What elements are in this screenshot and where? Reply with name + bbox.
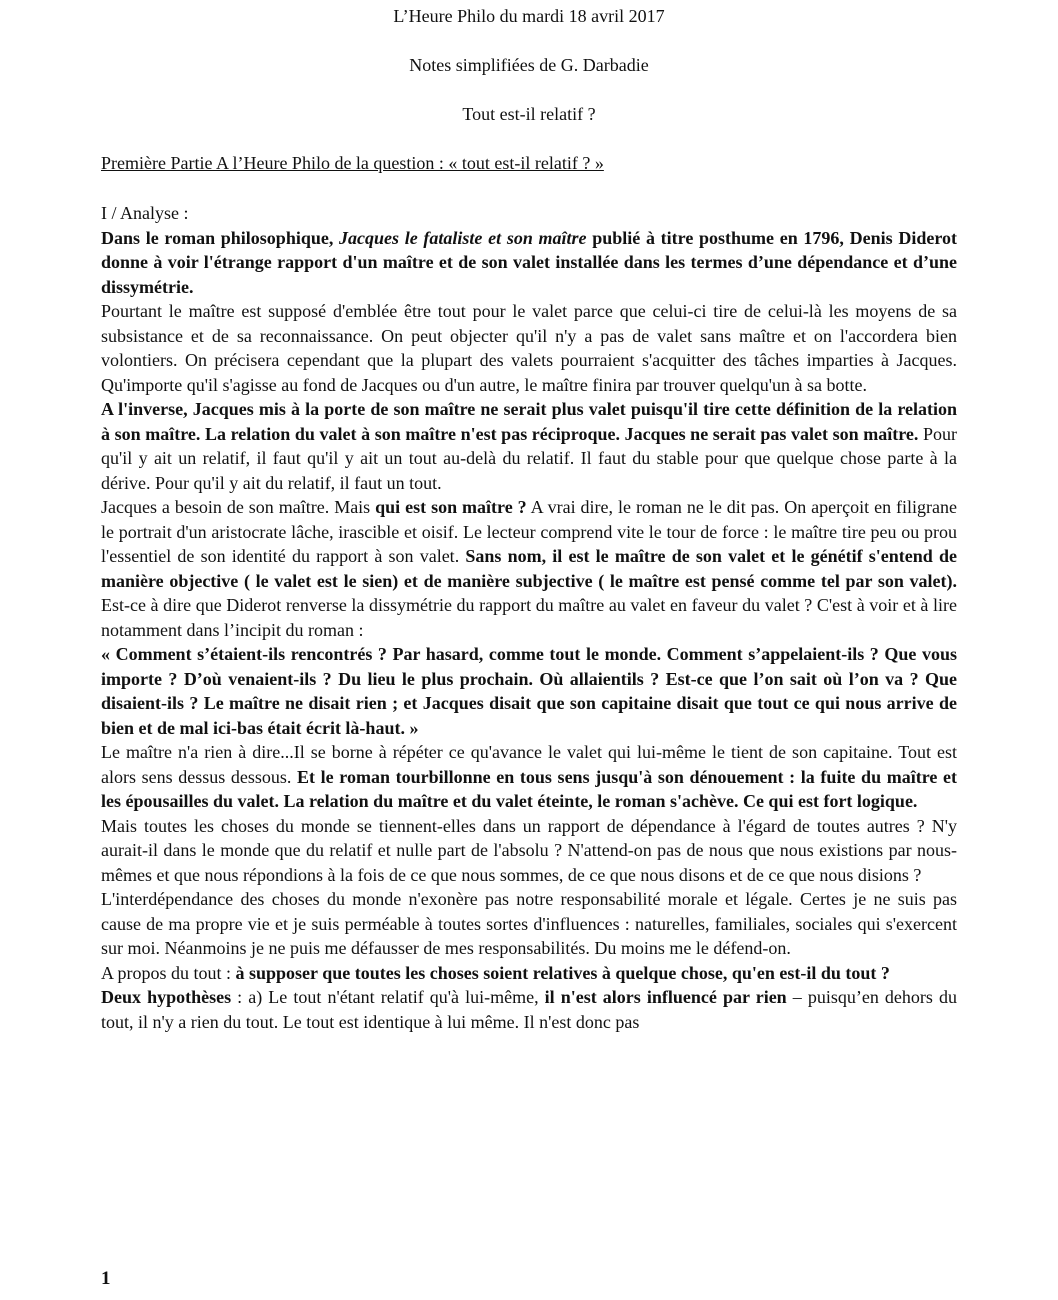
- paragraph-10-bold: il n'est alors influencé par rien: [544, 987, 787, 1007]
- paragraph-9: [101, 961, 957, 986]
- paragraph-1-bold: Dans le roman philosophique,: [101, 227, 340, 248]
- paragraph-10-part-2: : a) Le tout n'étant relatif qu'à lui-même,: [231, 987, 545, 1007]
- paragraph-3: [101, 397, 957, 495]
- header-date-line: L’Heure Philo du mardi 18 avril 2017: [393, 6, 665, 26]
- paragraph-10: [101, 985, 957, 1034]
- paragraph-1: [101, 226, 957, 300]
- hypotheses-label: Deux hypothèses: [101, 987, 232, 1007]
- paragraph-9-bold: à supposer que toutes les choses soient relatives à quelque chose, qu'en est-il du tout ?: [235, 962, 890, 983]
- book-title: Jacques le fataliste et son maître: [339, 227, 587, 248]
- header-author-line: Notes simplifiées de G. Darbadie: [409, 55, 649, 75]
- paragraph-2: Pourtant le maître est supposé d'emblée être tout pour le valet parce que celui-ci tire de celui-là les moyens de sa subsistance et de sa reconnaissance. On peut objecter qu'il n'y a pas de valet sans maître et on l'accordera bien volontiers. On précisera cependant que la plupart des valets pourraient s'acquitter des tâches imparties à Jacques. Qu'importe qu'il s'agisse au fond de Jacques ou d'un autre, le maître finira par trouver quelqu'un à sa botte.: [101, 301, 957, 395]
- paragraph-6-bold: Et le roman tourbillonne en tous sens jusqu'à son dénouement : la fuite du maître et les épousailles du valet. La relation du maître et du valet éteinte, le roman s'achève. Ce qui est fort logique.: [101, 766, 957, 811]
- paragraph-4-question: qui est son maître ?: [375, 497, 527, 517]
- document-body: [101, 201, 957, 1034]
- paragraph-1-bold-rest: publié à titre posthume en 1796, Denis Diderot donne à voir l'étrange rapport d'un maître et de son valet installée dans les termes d’une dépendance et d’une dissymétrie.: [101, 227, 958, 297]
- paragraph-9-normal: A propos du tout :: [101, 962, 236, 983]
- paragraph-7: Mais toutes les choses du monde se tiennent-elles dans un rapport de dépendance à l'égard de toutes autres ? N'y aurait-il dans le monde que du relatif et nulle part de l'absolu ? N'attend-on pas de nous que nous existions par nous-mêmes et que nous répondions à la fois de ce que nous sommes, de ce que nous disons et de ce que nous disions ?: [101, 815, 957, 885]
- paragraph-10-part-4: – puisqu’en dehors du tout, il n'y a rien du tout. Le tout est identique à lui même. Il n'est donc pas: [101, 987, 957, 1032]
- paragraph-8: L'interdépendance des choses du monde n'exonère pas notre responsabilité morale et légale. Certes je ne suis pas cause de ma propre vie et je suis perméable à toutes sortes d'influences : naturelles, familiales, sociales qui s'exercent sur moi. Néanmoins je ne puis me défausser de mes responsabilités. Du moins me le défend-on.: [101, 889, 957, 958]
- document-title: Tout est-il relatif ?: [462, 104, 596, 124]
- paragraph-3-bold: A l'inverse, Jacques mis à la porte de son maître ne serait plus valet puisqu'il tire cette définition de la relation à son maître. La relation du valet à son maître n'est pas réciproque. Jacques ne serait pas valet son maître.: [101, 399, 957, 444]
- incipit-quote: « Comment s’étaient-ils rencontrés ? Par hasard, comme tout le monde. Comment s’appelaient-ils ? Que vous importe ? D’où venaient-ils ? Du lieu le plus prochain. Où allaientils ? Est-ce que l’on sait où l’on va ? Que disaient-ils ? Le maître ne disait rien ; et Jacques disait que son capitaine disait que tout ce qui nous arrive de bien et de mal ici-bas était écrit là-haut. »: [101, 644, 957, 738]
- part-title: Première Partie A l’Heure Philo de la question : « tout est-il relatif ? »: [101, 153, 604, 173]
- section-title: I / Analyse :: [101, 203, 189, 223]
- paragraph-4: [101, 495, 957, 642]
- page-number: 1: [101, 1268, 111, 1289]
- paragraph-6: [101, 740, 957, 814]
- paragraph-4-part-1: Jacques a besoin de son maître. Mais: [101, 497, 376, 517]
- paragraph-4-bold: Sans nom, il est le maître de son valet et le génétif s'entend de manière objective ( le valet est le sien) et de manière subjective ( le maître est pensé comme tel par son valet).: [101, 546, 958, 591]
- paragraph-3-normal: Pour qu'il y ait un relatif, il faut qu'il y ait un tout au-delà du relatif. Il faut du stable pour que quelque chose parte à la dérive. Pour qu'il y ait du relatif, il faut un tout.: [101, 423, 957, 493]
- paragraph-6-normal: Le maître n'a rien à dire...Il se borne à répéter ce qu'avance le valet qui lui-même le tient de son capitaine. Tout est alors sens dessus dessous.: [101, 742, 957, 787]
- paragraph-4-part-5: Est-ce à dire que Diderot renverse la dissymétrie du rapport du maître au valet en faveur du valet ? C'est à voir et à lire notamment dans l’incipit du roman :: [101, 595, 957, 640]
- paragraph-4-part-3: A vrai dire, le roman ne le dit pas. On aperçoit en filigrane le portrait d'un aristocrate lâche, irascible et oisif. Le lecteur comprend vite le tour de force : le maître tire peu ou prou l'essentiel de son identité du rapport à son valet.: [101, 497, 958, 566]
